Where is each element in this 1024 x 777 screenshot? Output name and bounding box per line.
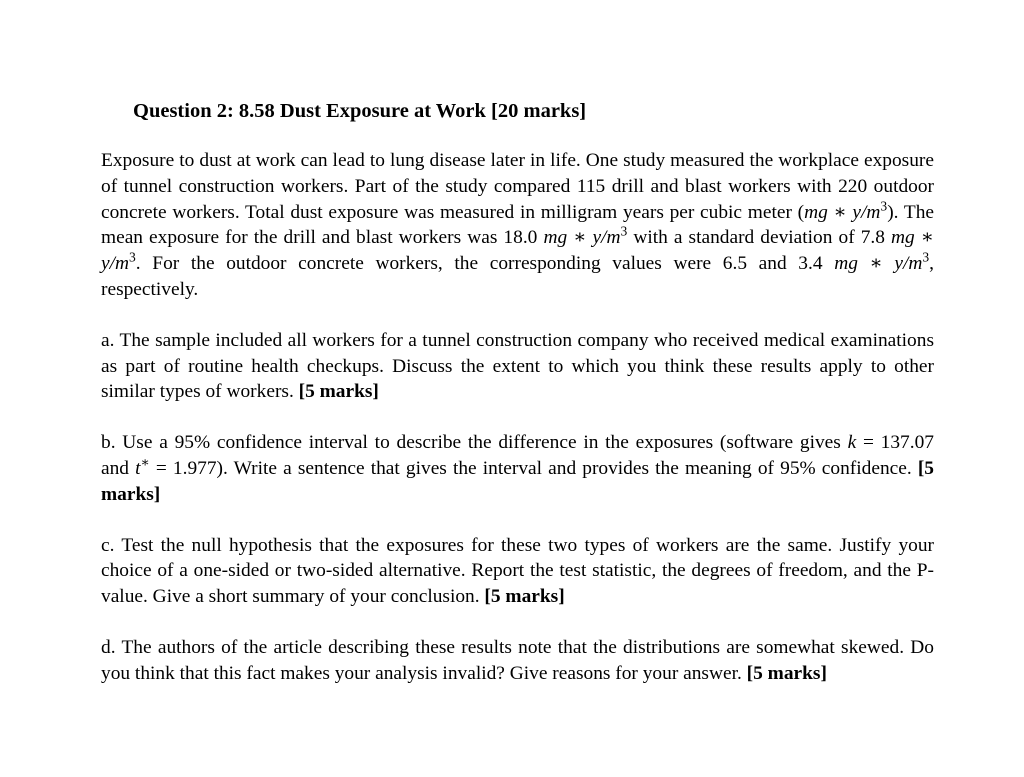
unit-expression: mg ∗ y/m xyxy=(804,201,881,223)
intro-text: , respectively. xyxy=(101,253,934,300)
part-d-marks: [5 marks] xyxy=(746,662,827,684)
part-b-marks: [5 marks] xyxy=(101,457,934,505)
part-b-text: b. Use a 95% confidence interval to describe the difference in the exposures (software gives xyxy=(101,432,848,454)
intro-text: . For the outdoor concrete workers, the corresponding values were 6.5 and 3.4 xyxy=(135,253,835,275)
part-d xyxy=(101,635,934,687)
k-symbol: k xyxy=(847,432,857,454)
part-a-marks: [5 marks] xyxy=(298,381,379,403)
unit-exponent: 3 xyxy=(620,223,628,239)
part-c xyxy=(101,533,934,610)
question-title: Question 2: 8.58 Dust Exposure at Work [20 marks] xyxy=(133,100,587,122)
part-a xyxy=(101,328,934,405)
document-page xyxy=(101,96,934,712)
unit-expression: mg ∗ y/m xyxy=(543,227,621,249)
part-d-text: d. The authors of the article describing these results note that the distributions are somewhat skewed. Do you think that this fact makes your analysis invalid? Give reasons for your answer. xyxy=(101,636,934,684)
intro-text: with a standard deviation of 7.8 xyxy=(627,227,892,249)
part-b-text: = 137.07 and xyxy=(101,432,934,479)
unit-exponent: 3 xyxy=(922,249,930,265)
intro-paragraph xyxy=(101,148,934,303)
intro-text: Exposure to dust at work can lead to lung disease later in life. One study measured the workplace exposure of tunnel construction workers. Part of the study compared 115 drill and blast workers with 220 outdoor concrete workers. Total dust exposure was measured in milligram years per cubic meter ( xyxy=(101,150,934,223)
unit-expression: mg ∗ y/m xyxy=(834,253,923,275)
unit-expression: mg ∗ y/m xyxy=(101,227,934,275)
part-a-text: a. The sample included all workers for a tunnel construction company who received medical examinations as part of routine health checkups. Discuss the extent to which you think these results apply to other similar types of workers. xyxy=(101,329,934,403)
intro-text: ). The mean exposure for the drill and blast workers was 18.0 xyxy=(101,201,935,249)
unit-exponent: 3 xyxy=(129,249,136,265)
part-b-text: = 1.977). Write a sentence that gives the interval and provides the meaning of 95% confidence. xyxy=(149,457,918,479)
part-b xyxy=(101,430,934,507)
unit-exponent: 3 xyxy=(880,198,888,214)
t-symbol: t xyxy=(135,457,141,479)
t-superscript: ∗ xyxy=(140,454,150,470)
part-c-text: c. Test the null hypothesis that the exposures for these two types of workers are the same. Justify your choice of a one-sided or two-sided alternative. Report the test statistic, the degrees of freedom, and the P-value. Give a short summary of your conclusion. xyxy=(101,534,934,608)
part-c-marks: [5 marks] xyxy=(484,586,565,608)
